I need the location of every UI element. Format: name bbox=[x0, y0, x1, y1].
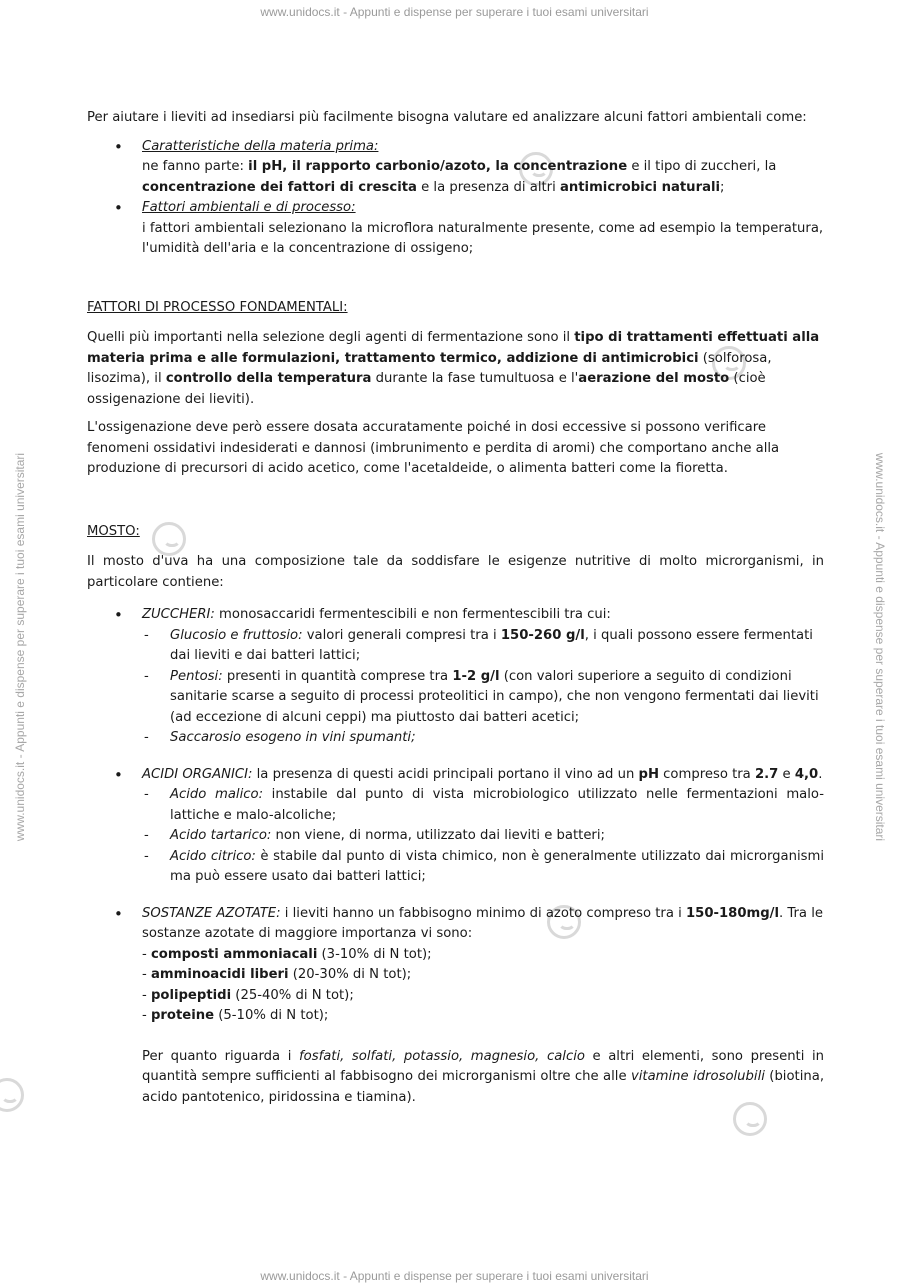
bold-span: tipo di trattamenti effettuati alla materia prima e alle formulazioni, trattamento termico, addizione di antimicrobici bbox=[87, 330, 820, 366]
azotate-line: - polipeptidi (25-40% di N tot); bbox=[142, 987, 354, 1003]
list-item bbox=[142, 826, 824, 847]
list-item bbox=[142, 785, 824, 826]
watermark-bottom: www.unidocs.it - Appunti e dispense per superare i tuoi esami universitari bbox=[260, 1269, 649, 1283]
list-item bbox=[87, 765, 824, 888]
bold-span: amminoacidi liberi bbox=[150, 967, 289, 982]
section1-paragraph2: L'ossigenazione deve però essere dosata accuratamente poiché in dosi eccessive si possono verificare fenomeni ossidativi indesiderati e dannosi (imbrunimento e perdita di aromi) che comportano anche alla produzione di precursori di acido acetico, come l'acetaldeide, o alimenta batteri come la fioretta. bbox=[87, 420, 780, 476]
bold-span: pH bbox=[638, 766, 659, 782]
text-span: non viene, di norma, utilizzato dai lieviti e batteri; bbox=[271, 828, 605, 843]
text-span: (20-30% di N tot); bbox=[288, 967, 412, 982]
text-span: e il tipo di zuccheri, la bbox=[627, 159, 777, 174]
text-span: ; bbox=[720, 179, 725, 195]
item-label: Glucosio e fruttosio: bbox=[170, 627, 303, 643]
section-heading: FATTORI DI PROCESSO FONDAMENTALI: bbox=[87, 299, 348, 315]
mosto-list bbox=[87, 605, 824, 1108]
unidocs-logo-icon bbox=[0, 1078, 24, 1112]
text-span: valori generali compresi tra i bbox=[302, 627, 501, 643]
factor-title: Caratteristiche della materia prima: bbox=[142, 138, 379, 154]
item-label: ACIDI ORGANICI: bbox=[142, 766, 253, 782]
bold-span: 150-180mg/l bbox=[685, 905, 780, 921]
list-item bbox=[142, 847, 824, 888]
factors-list bbox=[87, 137, 824, 260]
azotate-line: - proteine (5-10% di N tot); bbox=[142, 1008, 329, 1023]
factor-text: i fattori ambientali selezionano la microflora naturalmente presente, come ad esempio la temperatura, l'umidità dell'aria e la concentrazione di ossigeno; bbox=[142, 220, 824, 256]
item-label: Acido tartarico: bbox=[170, 828, 272, 843]
bold-span: antimicrobici naturali bbox=[559, 179, 721, 195]
bold-span: il pH, il rapporto carbonio/azoto, la concentrazione bbox=[248, 159, 628, 174]
list-item bbox=[87, 198, 824, 260]
bold-span: aerazione del mosto bbox=[578, 371, 730, 386]
text-span: . Tra le sostanze azotate di maggiore importanza vi sono: bbox=[142, 905, 823, 941]
text-span: monosaccaridi fermentescibili e non fermentescibili tra cui: bbox=[214, 607, 611, 622]
bold-span: composti ammoniacali bbox=[150, 946, 318, 962]
bold-span: 1-2 g/l bbox=[452, 668, 500, 684]
item-label: Acido malico: bbox=[170, 787, 264, 802]
text-span: (con valori superiore a seguito di condizioni sanitarie scarse a seguito di processi proteolitici in campo), che non vengono fermentati dai lieviti (ad eccezione di alcuni ceppi) ma piuttosto dai batteri acetici; bbox=[170, 668, 819, 725]
item-label: ZUCCHERI: bbox=[142, 607, 215, 622]
text-span: (5-10% di N tot); bbox=[214, 1008, 329, 1023]
watermark-top: www.unidocs.it - Appunti e dispense per superare i tuoi esami universitari bbox=[260, 5, 649, 19]
text-span: (3-10% di N tot); bbox=[317, 946, 432, 962]
bold-span: concentrazione dei fattori di crescita bbox=[142, 179, 417, 195]
text-span: la presenza di questi acidi principali portano il vino ad un bbox=[252, 766, 639, 782]
text-span: e altri elementi, sono presenti in quantità sempre sufficienti al fabbisogno dei microrganismi oltre che alle bbox=[142, 1048, 824, 1084]
bold-span: polipeptidi bbox=[150, 987, 232, 1003]
acidi-sublist bbox=[142, 785, 824, 888]
text-span: presenti in quantità comprese tra bbox=[222, 668, 453, 684]
text-span: i lieviti hanno un fabbisogno minimo di azoto compreso tra i bbox=[280, 905, 686, 921]
text-span: ne fanno parte: bbox=[142, 159, 249, 174]
bold-span: 150-260 g/l bbox=[500, 627, 585, 643]
text-span: e bbox=[778, 766, 795, 782]
item-label: SOSTANZE AZOTATE: bbox=[142, 905, 281, 921]
list-item bbox=[142, 728, 824, 749]
bold-span: 2.7 bbox=[754, 766, 779, 782]
text-span: Per quanto riguarda i bbox=[142, 1048, 299, 1064]
section1-paragraph1 bbox=[87, 328, 824, 410]
list-item bbox=[87, 904, 824, 1109]
azotate-line: - composti ammoniacali (3-10% di N tot); bbox=[142, 946, 432, 962]
watermark-left: www.unidocs.it - Appunti e dispense per superare i tuoi esami universitari bbox=[13, 452, 27, 842]
document-body bbox=[87, 108, 824, 1108]
text-span: e la presenza di altri bbox=[416, 179, 560, 195]
text-span: (cioè ossigenazione dei lieviti). bbox=[87, 371, 766, 407]
text-span: compreso tra bbox=[658, 766, 755, 782]
item-label: Acido citrico: bbox=[170, 848, 256, 864]
azotate-line: - amminoacidi liberi (20-30% di N tot); bbox=[142, 967, 412, 982]
section2-intro: Il mosto d'uva ha una composizione tale da soddisfare le esigenze nutritive di molto microrganismi, in particolare contiene: bbox=[87, 554, 824, 590]
text-span: (biotina, acido pantotenico, piridossina e tiamina). bbox=[142, 1069, 825, 1105]
italic-span: fosfati, solfati, potassio, magnesio, calcio bbox=[298, 1048, 585, 1064]
italic-span: vitamine idrosolubili bbox=[630, 1069, 765, 1084]
text-span: instabile dal punto di vista microbiologico utilizzato nelle fermentazioni malo-lattiche e malo-alcoliche; bbox=[170, 787, 824, 823]
item-label: Saccarosio esogeno in vini spumanti; bbox=[170, 730, 416, 745]
text-span: è stabile dal punto di vista chimico, non è generalmente utilizzato dai microrganismi ma può essere usato dai batteri lattici; bbox=[170, 848, 824, 884]
list-item bbox=[87, 137, 824, 199]
zuccheri-sublist bbox=[142, 626, 824, 749]
item-label: Pentosi: bbox=[170, 668, 223, 684]
bold-span: proteine bbox=[150, 1008, 215, 1023]
list-item bbox=[142, 667, 824, 729]
text-span: (solforosa, lisozima), il bbox=[87, 350, 772, 386]
text-span: , i quali possono essere fermentati dai lieviti e dai batteri lattici; bbox=[170, 627, 813, 663]
text-span: durante la fase tumultuosa e l' bbox=[371, 371, 579, 386]
factor-title: Fattori ambientali e di processo: bbox=[142, 200, 356, 215]
text-span: (25-40% di N tot); bbox=[231, 987, 354, 1003]
bold-span: 4,0 bbox=[794, 766, 819, 782]
intro-paragraph: Per aiutare i lieviti ad insediarsi più facilmente bisogna valutare ed analizzare alcuni fattori ambientali come: bbox=[87, 110, 807, 125]
bold-span: controllo della temperatura bbox=[165, 371, 372, 386]
text-span: . bbox=[818, 766, 823, 782]
azotate-closing bbox=[142, 1047, 824, 1109]
watermark-right: www.unidocs.it - Appunti e dispense per superare i tuoi esami universitari bbox=[873, 452, 887, 842]
list-item bbox=[142, 626, 824, 667]
list-item bbox=[87, 605, 824, 749]
text-span: Quelli più importanti nella selezione degli agenti di fermentazione sono il bbox=[87, 330, 575, 345]
section-heading: MOSTO: bbox=[87, 523, 140, 539]
